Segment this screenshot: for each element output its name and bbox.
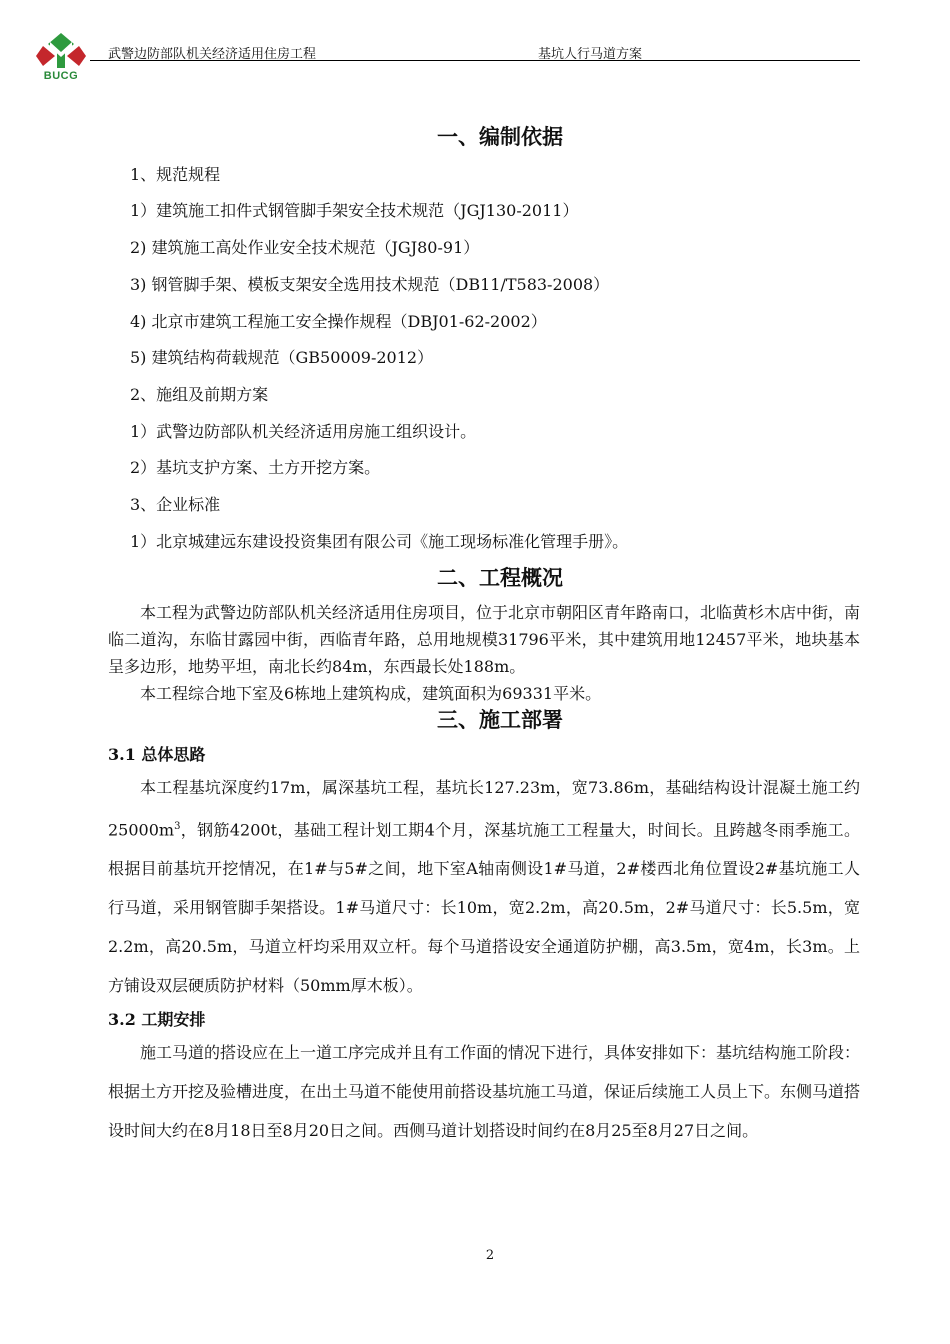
bucg-emblem-icon <box>36 30 86 72</box>
basis-item: 1）武警边防部队机关经济适用房施工组织设计。 <box>130 422 477 441</box>
section-heading-overview: 二、工程概况 <box>437 565 563 590</box>
basis-item: 1、规范规程 <box>130 165 221 184</box>
overview-paragraph: 本工程综合地下室及6栋地上建筑构成，建筑面积为69331平米。 <box>140 684 602 703</box>
logo-text: BUCG <box>43 70 79 82</box>
basis-item: 2) 建筑施工高处作业安全技术规范（JGJ80-91） <box>130 238 480 257</box>
basis-item: 1）北京城建远东建设投资集团有限公司《施工现场标准化管理手册》。 <box>130 532 629 551</box>
general-approach-paragraph <box>108 768 860 1005</box>
general-approach-body <box>108 768 860 1005</box>
header-document-title: 基坑人行马道方案 <box>538 47 643 62</box>
header-divider <box>90 60 860 61</box>
header-project-name: 武警边防部队机关经济适用住房工程 <box>108 47 317 62</box>
overview-body <box>108 599 860 707</box>
basis-item: 2、施组及前期方案 <box>130 385 269 404</box>
overview-paragraph: 本工程为武警边防部队机关经济适用住房项目，位于北京市朝阳区青年路南口，北临黄杉木店中街，南临二道沟，东临甘露园中街，西临青年路，总用地规模31796平米，其中建筑用地12457平米，地块基本呈多边形，地势平坦，南北长约84m，东西最长处188m。 <box>108 603 861 676</box>
basis-item: 2）基坑支护方案、土方开挖方案。 <box>130 458 381 477</box>
basis-item: 5) 建筑结构荷载规范（GB50009-2012） <box>130 348 434 367</box>
basis-item: 3) 钢管脚手架、模板支架安全选用技术规范（DB11/T583-2008） <box>130 275 610 294</box>
basis-item: 3、企业标准 <box>130 495 221 514</box>
general-approach-text: 本工程基坑深度约17m，属深基坑工程，基坑长127.23m，宽73.86m，基础结构设计混凝土施工约25000m <box>108 778 860 840</box>
general-approach-text: ，钢筋4200t，基础工程计划工期4个月，深基坑施工工程量大，时间长。且跨越冬雨季施工。根据目前基坑开挖情况，在1#与5#之间，地下室A轴南侧设1#马道，2#楼西北角位置设2#基坑施工人行马道，采用钢管脚手架搭设。1#马道尺寸：长10m，宽2.2m，高20.5m，2#马道尺寸：长5.5m，宽2.2m，高20.5m，马道立杆均采用双立杆。每个马道搭设安全通道防护棚，高3.5m，宽4m，长3m。上方铺设双层硬质防护材料（50mm厚木板）。 <box>108 820 860 996</box>
basis-item: 1）建筑施工扣件式钢管脚手架安全技术规范（JGJ130-2011） <box>130 201 579 220</box>
schedule-paragraph: 施工马道的搭设应在上一道工序完成并且有工作面的情况下进行，具体安排如下：基坑结构施工阶段：根据土方开挖及验槽进度，在出土马道不能使用前搭设基坑施工马道，保证后续施工人员上下。东侧马道搭设时间大约在8月18日至8月20日之间。西侧马道计划搭设时间约在8月25至8月27日之间。 <box>108 1043 861 1140</box>
section-heading-basis: 一、编制依据 <box>437 124 563 149</box>
schedule-body <box>108 1033 860 1150</box>
basis-item: 4) 北京市建筑工程施工安全操作规程（DBJ01-62-2002） <box>130 312 547 331</box>
page-number: 2 <box>485 1248 495 1263</box>
company-logo <box>36 30 86 86</box>
subheading-general-approach: 3.1 总体思路 <box>108 745 206 764</box>
subheading-schedule: 3.2 工期安排 <box>108 1010 206 1029</box>
superscript-3: 3 <box>174 821 181 832</box>
section-heading-deployment: 三、施工部署 <box>437 707 563 732</box>
